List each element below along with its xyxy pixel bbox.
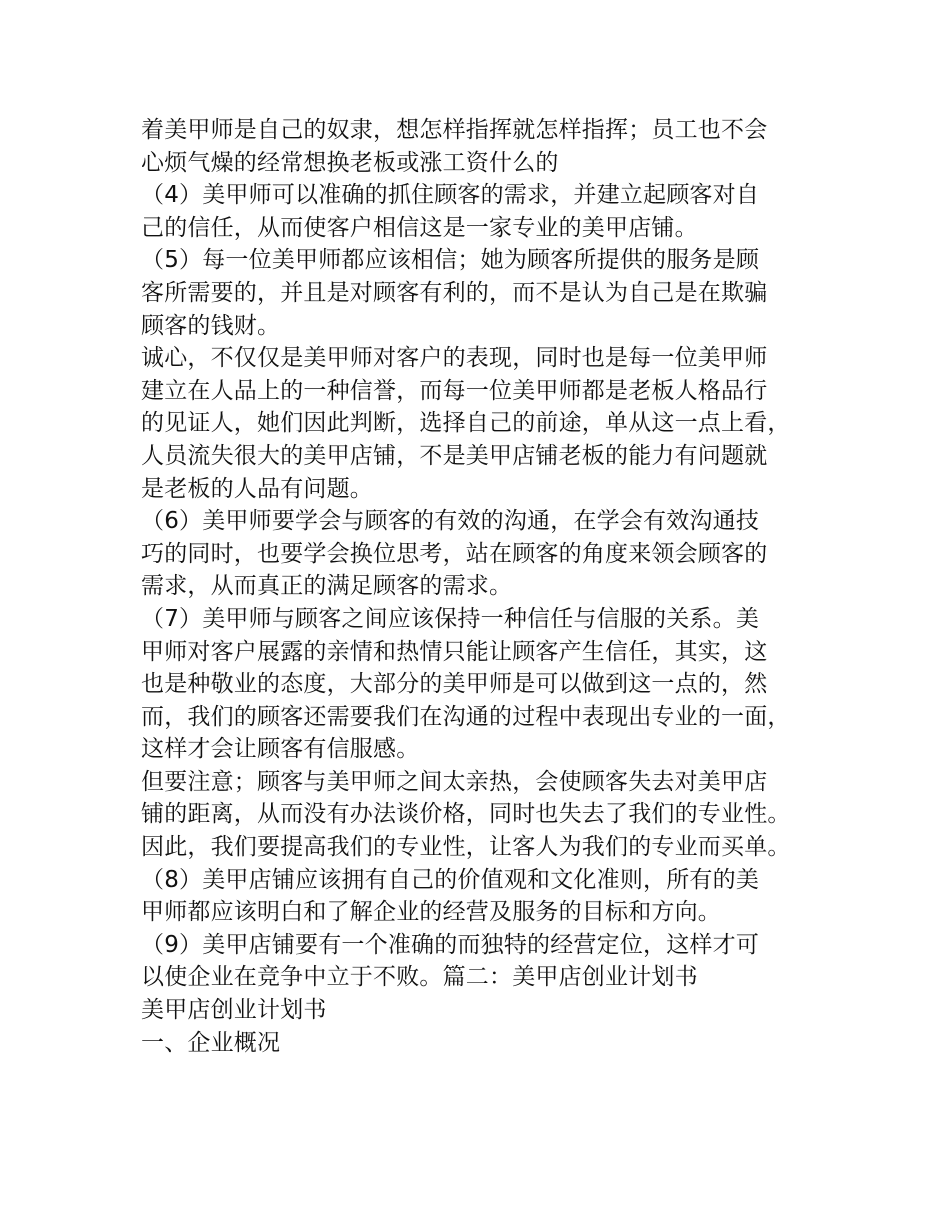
section-heading: 一、企业概况 xyxy=(141,1029,281,1056)
document-body xyxy=(141,114,831,1059)
text-line: （6）美甲师要学会与顾客的有效的沟通，在学会有效沟通技 xyxy=(141,508,760,535)
text-line: 己的信任，从而使客户相信这是一家专业的美甲店铺。 xyxy=(141,214,698,241)
text-line: （9）美甲店铺要有一个准确的而独特的经营定位，这样才可 xyxy=(141,931,760,958)
text-line: （8）美甲店铺应该拥有自己的价值观和文化准则，所有的美 xyxy=(141,866,760,893)
text-line: 客所需要的，并且是对顾客有利的，而不是认为自己是在欺骗 xyxy=(141,279,768,306)
text-line: 是老板的人品有问题。 xyxy=(141,475,373,502)
text-line: 的见证人，她们因此判断，选择自己的前途，单从这一点上看， xyxy=(141,410,791,437)
text-line: （7）美甲师与顾客之间应该保持一种信任与信服的关系。美 xyxy=(141,605,760,632)
text-line: 需求，从而真正的满足顾客的需求。 xyxy=(141,573,513,600)
text-line: 心烦气燥的经常想换老板或涨工资什么的 xyxy=(141,149,559,176)
text-line: （5）每一位美甲师都应该相信；她为顾客所提供的服务是顾 xyxy=(141,247,760,274)
text-line: （4）美甲师可以准确的抓住顾客的需求，并建立起顾客对自 xyxy=(141,182,760,209)
text-line: 顾客的钱财。 xyxy=(141,312,281,339)
text-line: 但要注意；顾客与美甲师之间太亲热，会使顾客失去对美甲店 xyxy=(141,768,768,795)
text-line: 人员流失很大的美甲店铺，不是美甲店铺老板的能力有问题就 xyxy=(141,442,768,469)
section-title: 美甲店创业计划书 xyxy=(141,997,327,1024)
text-line: 以使企业在竞争中立于不败。篇二：美甲店创业计划书 xyxy=(141,964,698,991)
text-line: 着美甲师是自己的奴隶，想怎样指挥就怎样指挥；员工也不会 xyxy=(141,117,768,143)
text-line: 铺的距离，从而没有办法谈价格，同时也失去了我们的专业性。 xyxy=(141,801,791,828)
text-line: 甲师都应该明白和了解企业的经营及服务的目标和方向。 xyxy=(141,899,721,926)
text-line: 诚心，不仅仅是美甲师对客户的表现，同时也是每一位美甲师 xyxy=(141,345,768,372)
text-line: 建立在人品上的一种信誉，而每一位美甲师都是老板人格品行 xyxy=(141,377,768,404)
text-line: 巧的同时，也要学会换位思考，站在顾客的角度来领会顾客的 xyxy=(141,540,768,567)
text-line: 甲师对客户展露的亲情和热情只能让顾客产生信任，其实，这 xyxy=(141,638,768,665)
text-line: 而，我们的顾客还需要我们在沟通的过程中表现出专业的一面， xyxy=(141,703,791,730)
text-line: 这样才会让顾客有信服感。 xyxy=(141,736,420,763)
text-line: 因此，我们要提高我们的专业性，让客人为我们的专业而买单。 xyxy=(141,834,791,861)
text-line: 也是种敬业的态度，大部分的美甲师是可以做到这一点的，然 xyxy=(141,671,768,698)
